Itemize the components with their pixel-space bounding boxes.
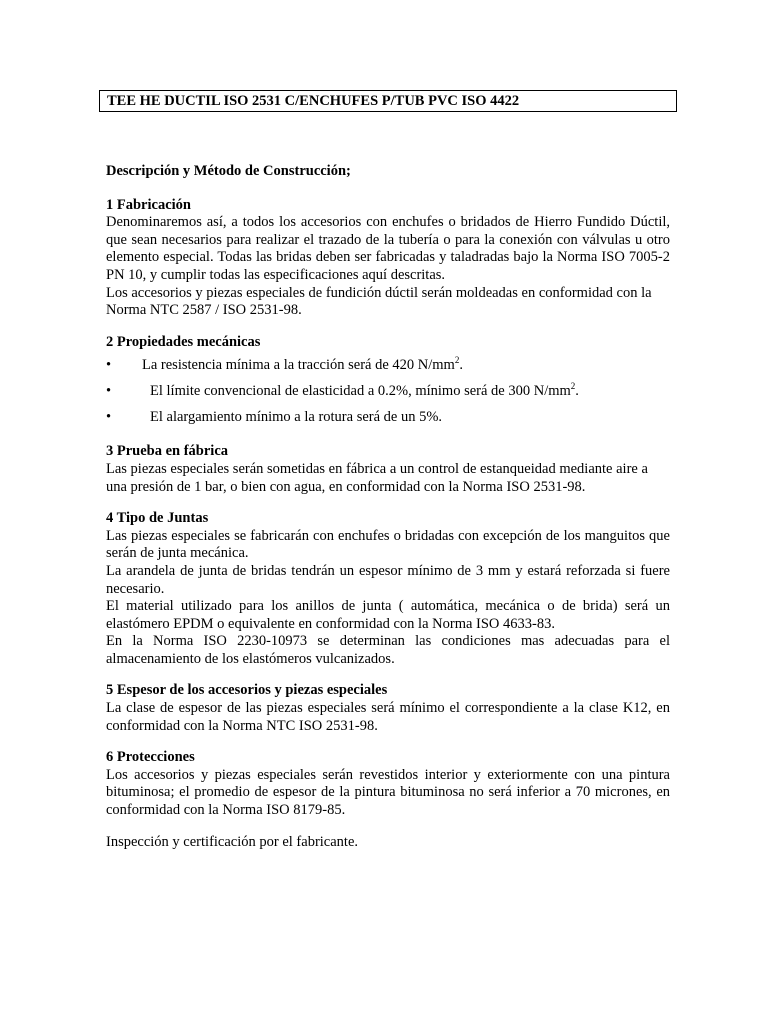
section-heading-propiedades: 2 Propiedades mecánicas (106, 333, 261, 350)
bullet-icon: • (106, 357, 112, 374)
paragraph: Las piezas especiales serán sometidas en fábrica a un control de estanqueidad mediante aire a una presión de 1 bar, o bien con agua, en conformidad con la Norma ISO 2531-98. (106, 460, 648, 495)
section-heading-juntas: 4 Tipo de Juntas (106, 510, 209, 527)
paragraph: Las piezas especiales se fabricarán con enchufes o bridadas con excepción de los manguitos que serán de junta mecánica. (106, 527, 670, 562)
subtitle-heading: Descripción y Método de Construcción; (106, 163, 351, 179)
bullet-list (106, 357, 670, 435)
paragraph: Los accesorios y piezas especiales de fundición dúctil serán moldeadas en conformidad con la Norma NTC 2587 / ISO 2531-98. (106, 284, 652, 319)
paragraph: Denominaremos así, a todos los accesorios con enchufes o bridados de Hierro Fundido Dúctil, que sean necesarios para realizar el trazado de la tubería o para la conexión con válvulas u otro elemento especial. Todas las bridas deben ser fabricadas y taladradas bajo la Norma ISO 7005-2 PN 10, y cumplir todas las especificaciones aquí descritas. (106, 214, 670, 283)
section-heading-prueba: 3 Prueba en fábrica (106, 443, 229, 460)
document-title: TEE HE DUCTIL ISO 2531 C/ENCHUFES P/TUB PVC ISO 4422 (99, 90, 677, 112)
paragraph: El material utilizado para los anillos de junta ( automática, mecánica o de brida) será un elastómero EPDM o equivalente en conformidad con la Norma ISO 4633-83. (106, 598, 670, 632)
paragraph: La arandela de junta de bridas tendrán un espesor mínimo de 3 mm y estará reforzada si fuere necesario. (106, 562, 670, 597)
section-heading-fabricacion: 1 Fabricación (106, 196, 191, 213)
bullet-icon: • (106, 383, 112, 400)
document-body (106, 163, 670, 851)
list-item: • El límite convencional de elasticidad a 0.2%, mínimo será de 300 $N/mm^2$. (106, 381, 579, 400)
list-item: • El alargamiento mínimo a la rotura será de un 5%. (106, 409, 443, 426)
list-item: • La resistencia mínima a la tracción será de 420 $N/mm^2$. (106, 355, 463, 374)
section-heading-espesor: 5 Espesor de los accesorios y piezas especiales (106, 682, 388, 699)
bullet-icon: • (106, 409, 112, 426)
closing-line: Inspección y certificación por el fabricante. (106, 833, 359, 850)
section-heading-protecciones: 6 Protecciones (106, 749, 195, 766)
paragraph: Los accesorios y piezas especiales serán revestidos interior y exteriormente con una pintura bituminosa; el promedio de espesor de la pintura bituminosa no será inferior a 70 micrones, en conformidad con la Norma ISO 8179-85. (106, 766, 670, 819)
paragraph: En la Norma ISO 2230-10973 se determinan las condiciones mas adecuadas para el almacenamiento de los elastómeros vulcanizados. (106, 633, 670, 667)
paragraph: La clase de espesor de las piezas especiales será mínimo el correspondiente a la clase K12, en conformidad con la Norma NTC ISO 2531-98. (106, 700, 670, 734)
